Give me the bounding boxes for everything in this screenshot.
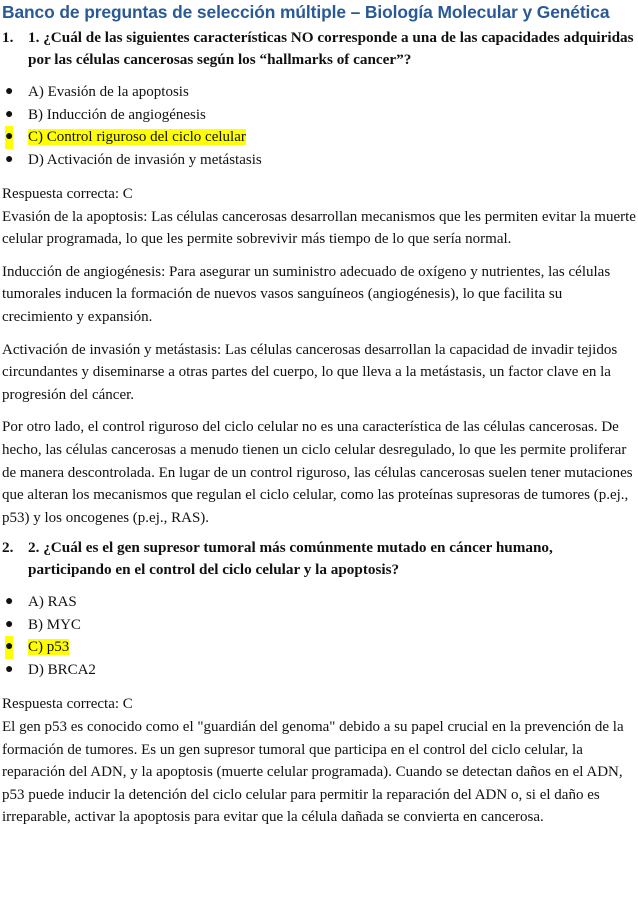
option-b[interactable] bbox=[2, 104, 636, 127]
bullet-icon: ● bbox=[5, 594, 14, 610]
option-c[interactable] bbox=[2, 636, 636, 659]
option-label-highlighted: C) Control riguroso del ciclo celular bbox=[28, 129, 246, 145]
option-a[interactable] bbox=[2, 591, 636, 614]
explanation-1-2: Inducción de angiogénesis: Para asegurar un suministro adecuado de oxígeno y nutrientes, las células tumorales inducen la formación de nuevos vasos sanguíneos (angiogénesis), lo que facilita su crecimiento y expansión. bbox=[2, 263, 611, 325]
option-d[interactable] bbox=[2, 659, 636, 682]
explanation-1-1: Evasión de la apoptosis: Las células cancerosas desarrollan mecanismos que les permiten evitar la muerte celular programada, lo que les permite sobrevivir más tiempo de lo que sería normal. bbox=[2, 208, 636, 248]
question-1-text bbox=[2, 27, 636, 71]
question-1-options bbox=[2, 81, 636, 171]
explanation-2-1: El gen p53 es conocido como el "guardián del genoma" debido a su papel crucial en la prevención de la formación de tumores. Es un gen supresor tumoral que participa en el control del ciclo celular, la reparación del ADN, y la apoptosis (muerte celular programada). Cuando se detectan daños en el ADN, p53 puede inducir la detención del ciclo celular para permitir la reparación del ADN o, si el daño es irreparable, activar la apoptosis para evitar que la célula dañada se convierta en cancerosa. bbox=[2, 718, 624, 826]
option-label: D) BRCA2 bbox=[28, 661, 96, 678]
question-1-prompt: 1. ¿Cuál de las siguientes características NO corresponde a una de las capacidades adquiridas por las células cancerosas según los “hallmarks of cancer”? bbox=[28, 29, 634, 68]
question-2-number: 2. bbox=[2, 539, 14, 557]
question-2-options bbox=[2, 591, 636, 681]
question-2 bbox=[2, 537, 636, 829]
question-2-text bbox=[2, 537, 636, 581]
bullet-icon: ● bbox=[5, 151, 14, 167]
bullet-icon: ● bbox=[5, 106, 14, 122]
option-label: B) Inducción de angiogénesis bbox=[28, 106, 206, 123]
option-c[interactable] bbox=[2, 126, 636, 149]
option-d[interactable] bbox=[2, 149, 636, 172]
answer-2: Respuesta correcta: C bbox=[2, 696, 133, 713]
bullet-icon: ● bbox=[5, 84, 14, 99]
question-2-prompt: 2. ¿Cuál es el gen supresor tumoral más comúnmente mutado en cáncer humano, participando en el control del ciclo celular y la apoptosis? bbox=[28, 539, 553, 579]
option-b[interactable] bbox=[2, 614, 636, 637]
question-1-number: 1. bbox=[2, 29, 14, 46]
option-label-highlighted: C) p53 bbox=[28, 639, 70, 656]
bullet-icon: ● bbox=[5, 616, 14, 632]
option-label: A) Evasión de la apoptosis bbox=[28, 84, 189, 100]
question-1 bbox=[2, 27, 636, 529]
document-title: Banco de preguntas de selección múltiple – Biología Molecular y Genética bbox=[2, 2, 610, 22]
option-label: D) Activación de invasión y metástasis bbox=[28, 151, 262, 168]
bullet-icon: ● bbox=[5, 126, 13, 149]
explanation-1-4: Por otro lado, el control riguroso del ciclo celular no es una característica de las células cancerosas. De hecho, las células cancerosas a menudo tienen un ciclo celular desregulado, lo que les permite proliferar de manera descontrolada. En lugar de un control riguroso, las células cancerosas suelen tener mutaciones que alteran los mecanismos que regulan el ciclo celular, como las proteínas supresoras de tumores (p.ej., p53) y los oncogenes (p.ej., RAS). bbox=[2, 419, 633, 526]
explanation-1-3: Activación de invasión y metástasis: Las células cancerosas desarrollan la capacidad de invadir tejidos circundantes y diseminarse a otras partes del cuerpo, lo que lleva a la metástasis, un factor clave en la progresión del cáncer. bbox=[2, 341, 618, 403]
option-label: A) RAS bbox=[28, 594, 77, 611]
answer-1: Respuesta correcta: C bbox=[2, 186, 133, 202]
option-label: B) MYC bbox=[28, 616, 81, 633]
bullet-icon: ● bbox=[5, 661, 14, 677]
option-a[interactable] bbox=[2, 81, 636, 104]
bullet-icon: ● bbox=[5, 636, 13, 659]
